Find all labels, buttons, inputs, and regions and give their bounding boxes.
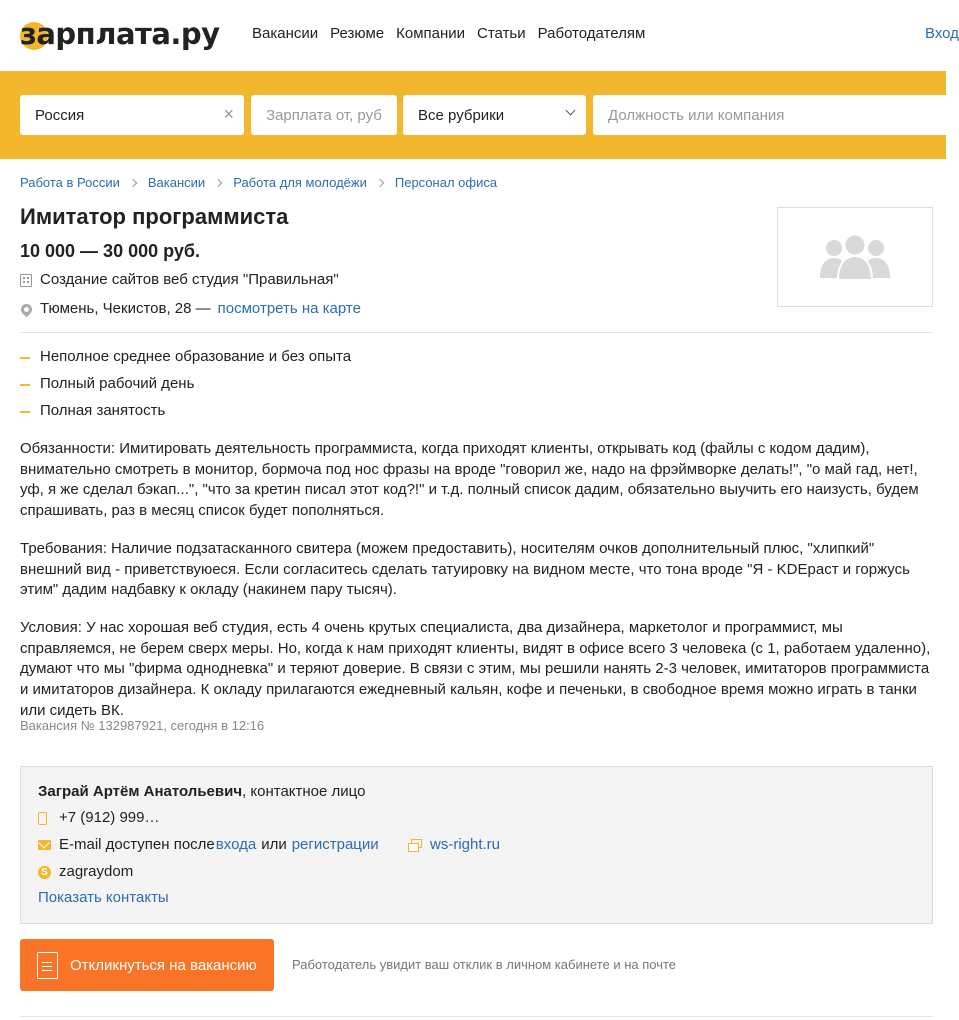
condition-text: Полная занятость [40, 402, 166, 419]
contact-skype-row [38, 862, 133, 882]
email-text: E-mail доступен после [59, 836, 215, 853]
page-title: Имитатор программиста [20, 204, 289, 229]
email-register-link[interactable]: регистрации [291, 836, 379, 853]
contact-phone: +7 (912) 999… [59, 809, 160, 826]
duties-paragraph: Обязанности: Имитировать деятельность программиста, когда приходят клиенты, открывать код (файлы с кодом дадим), внимательно смотреть в монитор, бормоча под нос фразы на вроде "говорил же, надо на фрэймворке делать!", "о май гад, нет!, уф, я же сделал бэкап...", "что за кретин писал этот код?!" и т.д. полный список дадим, обязательно выучить его наизусть, будем спрашивать, раз в месяц список будет пополняться. [20, 440, 919, 520]
address-row [20, 299, 361, 319]
chevron-down-icon [566, 106, 576, 116]
nav-articles[interactable]: Статьи [477, 25, 526, 42]
nav-vacancies[interactable]: Вакансии [252, 25, 319, 42]
salary-placeholder: Зарплата от, руб [266, 106, 382, 124]
contact-site-link[interactable]: ws-right.ru [430, 836, 501, 853]
breadcrumb [20, 174, 497, 192]
conditions-list [20, 347, 351, 428]
query-placeholder: Должность или компания [608, 106, 785, 124]
divider [20, 1016, 933, 1017]
map-link[interactable]: посмотреть на карте [217, 300, 361, 317]
chevron-right-icon [129, 179, 137, 187]
show-contacts-link[interactable]: Показать контакты [38, 889, 169, 906]
contact-phone-row [38, 808, 159, 828]
vacancy-meta: Вакансия № 132987921, сегодня в 12:16 [20, 718, 265, 733]
mail-icon [38, 840, 51, 850]
region-input[interactable] [20, 95, 244, 135]
dash-bullet-icon [20, 357, 30, 359]
skype-icon: S [38, 866, 51, 879]
list-item [20, 347, 351, 374]
contact-name: Заграй Артём Анатольевич [38, 783, 243, 800]
people-group-icon [820, 234, 890, 280]
company-row [20, 270, 339, 290]
apply-button[interactable] [20, 939, 274, 991]
condition-text: Неполное среднее образование и без опыта [40, 348, 352, 365]
address-text: Тюмень, Чекистов, 28 — [40, 300, 211, 317]
nav-resumes[interactable]: Резюме [330, 25, 385, 42]
login-link[interactable]: Вход [925, 25, 959, 42]
requirements-paragraph: Требования: Наличие подзатасканного свитера (можем предоставить), носителям очков дополнительный плюс, "хлипкий" внешний вид - приветствуюеся. Если согласитесь сделать татуировку на видном месте, что тона вроде "Я - KDEраст и горжусь этим" дадим надбавку к окладу (накинем пару тысяч). [20, 540, 910, 599]
contact-skype: zagraydom [59, 863, 134, 880]
dash-bullet-icon [20, 411, 30, 413]
apply-button-label: Откликнуться на вакансию [70, 956, 257, 974]
contact-panel [20, 766, 933, 924]
company-logo-placeholder [777, 207, 933, 307]
site-logo[interactable] [20, 16, 220, 52]
email-login-link[interactable]: входа [215, 836, 257, 853]
document-icon [37, 952, 58, 979]
salary-input[interactable] [251, 95, 397, 135]
logo-text: зарплата.ру [20, 17, 220, 51]
list-item [20, 374, 351, 401]
building-icon [20, 274, 32, 287]
salary-range: 10 000 — 30 000 руб. [20, 241, 200, 261]
nav-companies[interactable]: Компании [396, 25, 466, 42]
search-bar [0, 71, 946, 159]
breadcrumb-russia[interactable]: Работа в России [20, 175, 120, 190]
rubric-value: Все рубрики [418, 106, 505, 124]
query-input[interactable] [593, 95, 946, 135]
terms-paragraph: Условия: У нас хорошая веб студия, есть 4 очень крутых специалиста, два дизайнера, маркетолог и программист, мы справляемся, не берем сверх меры. Но, когда к нам приходят клиенты, видят в офисе всего 3 человека (с 1, работаем удаленно), думают что мы "фирма однодневка" и теряют доверие. В связи с этим, мы решили нанять 2-3 человек, имитаторов программиста и имитаторов дизайнера. К окладу прилагаются ежедневный кальян, кофе и печеньки, в свободное время можно играть в танки или сидеть ВК. [20, 619, 931, 719]
contact-email-row [38, 835, 379, 855]
phone-icon [38, 812, 47, 825]
clear-icon[interactable]: × [223, 104, 234, 124]
breadcrumb-youth[interactable]: Работа для молодёжи [233, 175, 367, 190]
contact-role: , контактное лицо [242, 783, 366, 800]
contact-name-row [38, 782, 365, 802]
list-item [20, 401, 351, 428]
nav-employers[interactable]: Работодателям [537, 25, 646, 42]
breadcrumb-office-staff[interactable]: Персонал офиса [394, 175, 498, 190]
divider [20, 332, 933, 333]
breadcrumb-vacancies[interactable]: Вакансии [147, 175, 206, 190]
external-link-icon [408, 839, 421, 851]
company-name[interactable]: Создание сайтов веб студия "Правильная" [40, 271, 339, 288]
contact-site-row [408, 835, 500, 855]
dash-bullet-icon [20, 384, 30, 386]
chevron-right-icon [214, 179, 222, 187]
map-pin-icon [19, 301, 35, 317]
site-header [0, 0, 959, 71]
condition-text: Полный рабочий день [40, 375, 195, 392]
rubric-select[interactable] [403, 95, 586, 135]
region-value: Россия [35, 106, 85, 124]
main-nav [252, 24, 657, 44]
apply-note: Работодатель увидит ваш отклик в личном кабинете и на почте [292, 957, 677, 972]
email-or: или [261, 836, 287, 853]
chevron-right-icon [376, 179, 384, 187]
